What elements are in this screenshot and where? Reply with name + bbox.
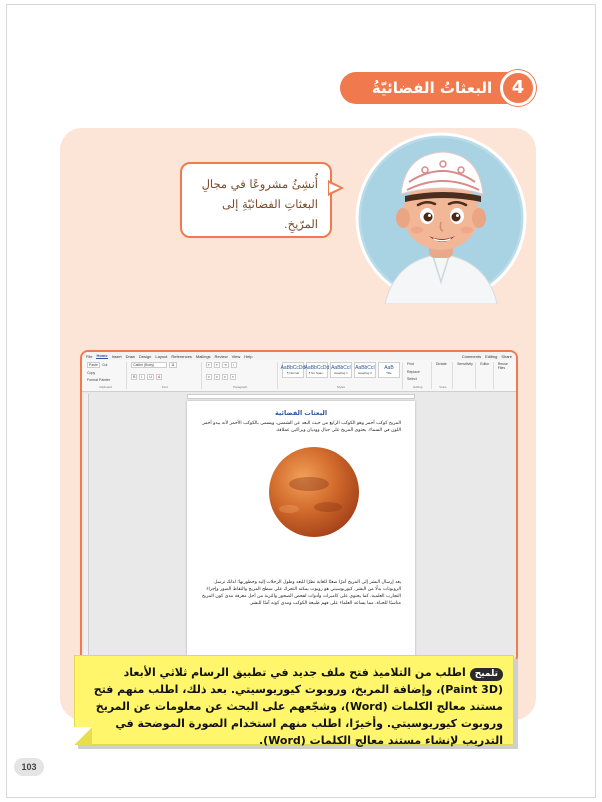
bubble-line-1: أُنشِئُ مشروعًا في مجالِ	[201, 177, 318, 191]
menu-design[interactable]: Design	[138, 353, 152, 359]
italic-button[interactable]: I	[139, 374, 145, 380]
style-title[interactable]	[378, 362, 400, 378]
section-header	[340, 70, 536, 106]
style-heading-1[interactable]	[330, 362, 352, 378]
paste-button[interactable]: Paste	[89, 363, 98, 367]
page-number: 103	[14, 758, 44, 776]
editing-button[interactable]: Editing	[485, 353, 498, 359]
document-page[interactable]	[187, 401, 415, 664]
mars-image	[269, 447, 359, 537]
horizontal-ruler	[187, 394, 415, 399]
align-right-button[interactable]: ≡	[223, 374, 226, 379]
document-paragraph-2: يعد إرسال البشر إلى المريخ أمرًا صعبًا للغاية نظرًا للبعد وطول الرحلات إليه وخطورتها؛ لذلك ترسل الروبوتات بدلًا من البشر. كيوريوسيتي هو روبوت يمكنه التحرك على سطح المريخ والتقاط الصور وإجراء التجارب العلمية، كما يحتوي على كاميرات وأدوات لفحص الصخور والتربة من أجل معرفة مدى كون المريخ مناسبًا للحياة، مما يساعد العلماء على فهم طبيعة الكوكب ومدى كونه آمنًا للبشر.	[201, 580, 401, 607]
editor-group	[478, 362, 493, 389]
menu-references[interactable]: References	[171, 353, 192, 359]
style-name: Title	[386, 371, 392, 375]
vertical-ruler	[84, 394, 89, 664]
share-button[interactable]: Share	[501, 353, 512, 359]
justify-button[interactable]: ≡	[231, 374, 234, 379]
speech-bubble	[180, 162, 332, 238]
font-label: Font	[161, 385, 168, 389]
bubble-line-2: البعثاتِ الفضائيّةِ إلى المرّيخِ.	[222, 197, 318, 232]
menu-mailings[interactable]: Mailings	[195, 353, 211, 359]
menu-insert[interactable]: Insert	[111, 353, 122, 359]
style-sample: AaBbCcI	[355, 365, 375, 371]
word-ribbon	[82, 360, 516, 392]
menu-file[interactable]: File	[86, 353, 93, 359]
editing-group	[405, 362, 432, 389]
font-color-button[interactable]: A	[157, 374, 161, 379]
cut-button[interactable]: Cut	[101, 363, 108, 367]
style-name: Heading 1	[334, 371, 348, 375]
align-left-button[interactable]: ≡	[207, 374, 210, 379]
mars-surface-mark	[314, 502, 342, 512]
menu-home[interactable]: Home	[96, 353, 108, 358]
styles-group	[280, 362, 403, 389]
bubble-tail-inner	[329, 183, 340, 193]
document-title: البعثات الفضائية	[274, 409, 328, 417]
find-button[interactable]: Find	[406, 362, 414, 366]
tip-text: اطلب من التلاميذ فتح ملف جديد في تطبيق الرسام ثلاثي الأبعاد (Paint 3D)، وإضافة المريخ، وروبوت كيوريوسيتي. بعد ذلك، اطلب منهم فتح مستند معالج الكلمات (Word)، وشجّعهم على البحث عن معلومات عن المريخ وروبوت كيوريوسيتي. وأخيرًا، اطلب منهم استخدام الصورة الموضحة في التدريب لإنشاء مستند معالج الكلمات (Word).	[93, 666, 503, 748]
paragraph-label: Paragraph	[233, 385, 248, 389]
replace-button[interactable]: Replace	[406, 369, 420, 374]
student-avatar	[355, 132, 527, 304]
voice-group	[434, 362, 453, 389]
format-painter-button[interactable]: Format Painter	[87, 378, 111, 382]
comments-button[interactable]: Comments	[461, 353, 482, 359]
editor-button[interactable]: Editor	[480, 362, 490, 366]
style-no-spacing[interactable]	[306, 362, 328, 378]
style-name: ¶ No Spac...	[308, 371, 326, 375]
editing-label: Editing	[413, 384, 423, 389]
font-name-select[interactable]: Calibri (Body)	[131, 362, 167, 368]
styles-label: Styles	[336, 385, 346, 389]
mars-surface-mark	[279, 505, 299, 513]
sensitivity-button[interactable]: Sensitivity	[457, 362, 473, 366]
clipboard-label: Clipboard	[99, 385, 112, 389]
document-paragraph-1: المريخ كوكب أحمر وهو الكوكب الرابع من حيث البعد عن الشمس، ويسمى بالكوكب الأحمر لأنه يبدو أحمر اللون في السماء. يحتوي المريخ على جبال ووديان وبراكين عملاقة.	[202, 421, 401, 434]
style-sample: AaBbCcI	[331, 365, 351, 371]
style-normal[interactable]	[282, 362, 304, 378]
clipboard-group	[85, 362, 127, 389]
style-sample: AaBbCcDd	[280, 365, 306, 371]
select-button[interactable]: Select	[406, 377, 417, 382]
indent-button[interactable]: ⇥	[223, 363, 227, 367]
word-menubar	[82, 352, 516, 360]
voice-label: Voice	[439, 385, 447, 389]
section-number: 4	[500, 70, 536, 106]
word-screenshot	[80, 350, 518, 664]
menu-help[interactable]: Help	[244, 353, 253, 359]
menu-draw[interactable]: Draw	[125, 353, 135, 359]
section-title: البعثاتُ الفضائيّةُ	[340, 72, 510, 104]
font-group	[129, 362, 201, 389]
sort-button[interactable]: ↕	[231, 362, 237, 368]
style-heading-2[interactable]	[354, 362, 376, 378]
copy-button[interactable]: Copy	[87, 371, 96, 375]
note-folded-corner	[74, 727, 92, 745]
mars-surface-mark	[289, 477, 329, 491]
dictate-button[interactable]: Dictate	[435, 362, 447, 366]
reuse-group	[496, 362, 513, 389]
menu-review[interactable]: Review	[214, 353, 228, 359]
style-name: Heading 2	[358, 371, 372, 375]
font-size-select[interactable]: 11	[171, 363, 175, 367]
tip-badge: تلميح	[470, 668, 503, 681]
underline-button[interactable]: U	[149, 374, 152, 379]
bold-button[interactable]: B	[133, 374, 136, 379]
style-sample: AaB	[384, 365, 394, 371]
menu-layout[interactable]: Layout	[155, 353, 168, 359]
teacher-tip-note	[74, 655, 514, 748]
menu-view[interactable]: View	[231, 353, 241, 359]
style-sample: AaBbCcDd	[304, 365, 330, 371]
sensitivity-group	[455, 362, 476, 389]
paragraph-group	[204, 362, 278, 389]
numbering-button[interactable]: ≡	[215, 363, 218, 367]
bullets-button[interactable]: ≡	[207, 363, 210, 367]
align-center-button[interactable]: ≡	[215, 374, 218, 379]
reuse-files-button[interactable]: Reuse Files	[497, 362, 508, 370]
style-name: ¶ Normal	[286, 371, 300, 375]
